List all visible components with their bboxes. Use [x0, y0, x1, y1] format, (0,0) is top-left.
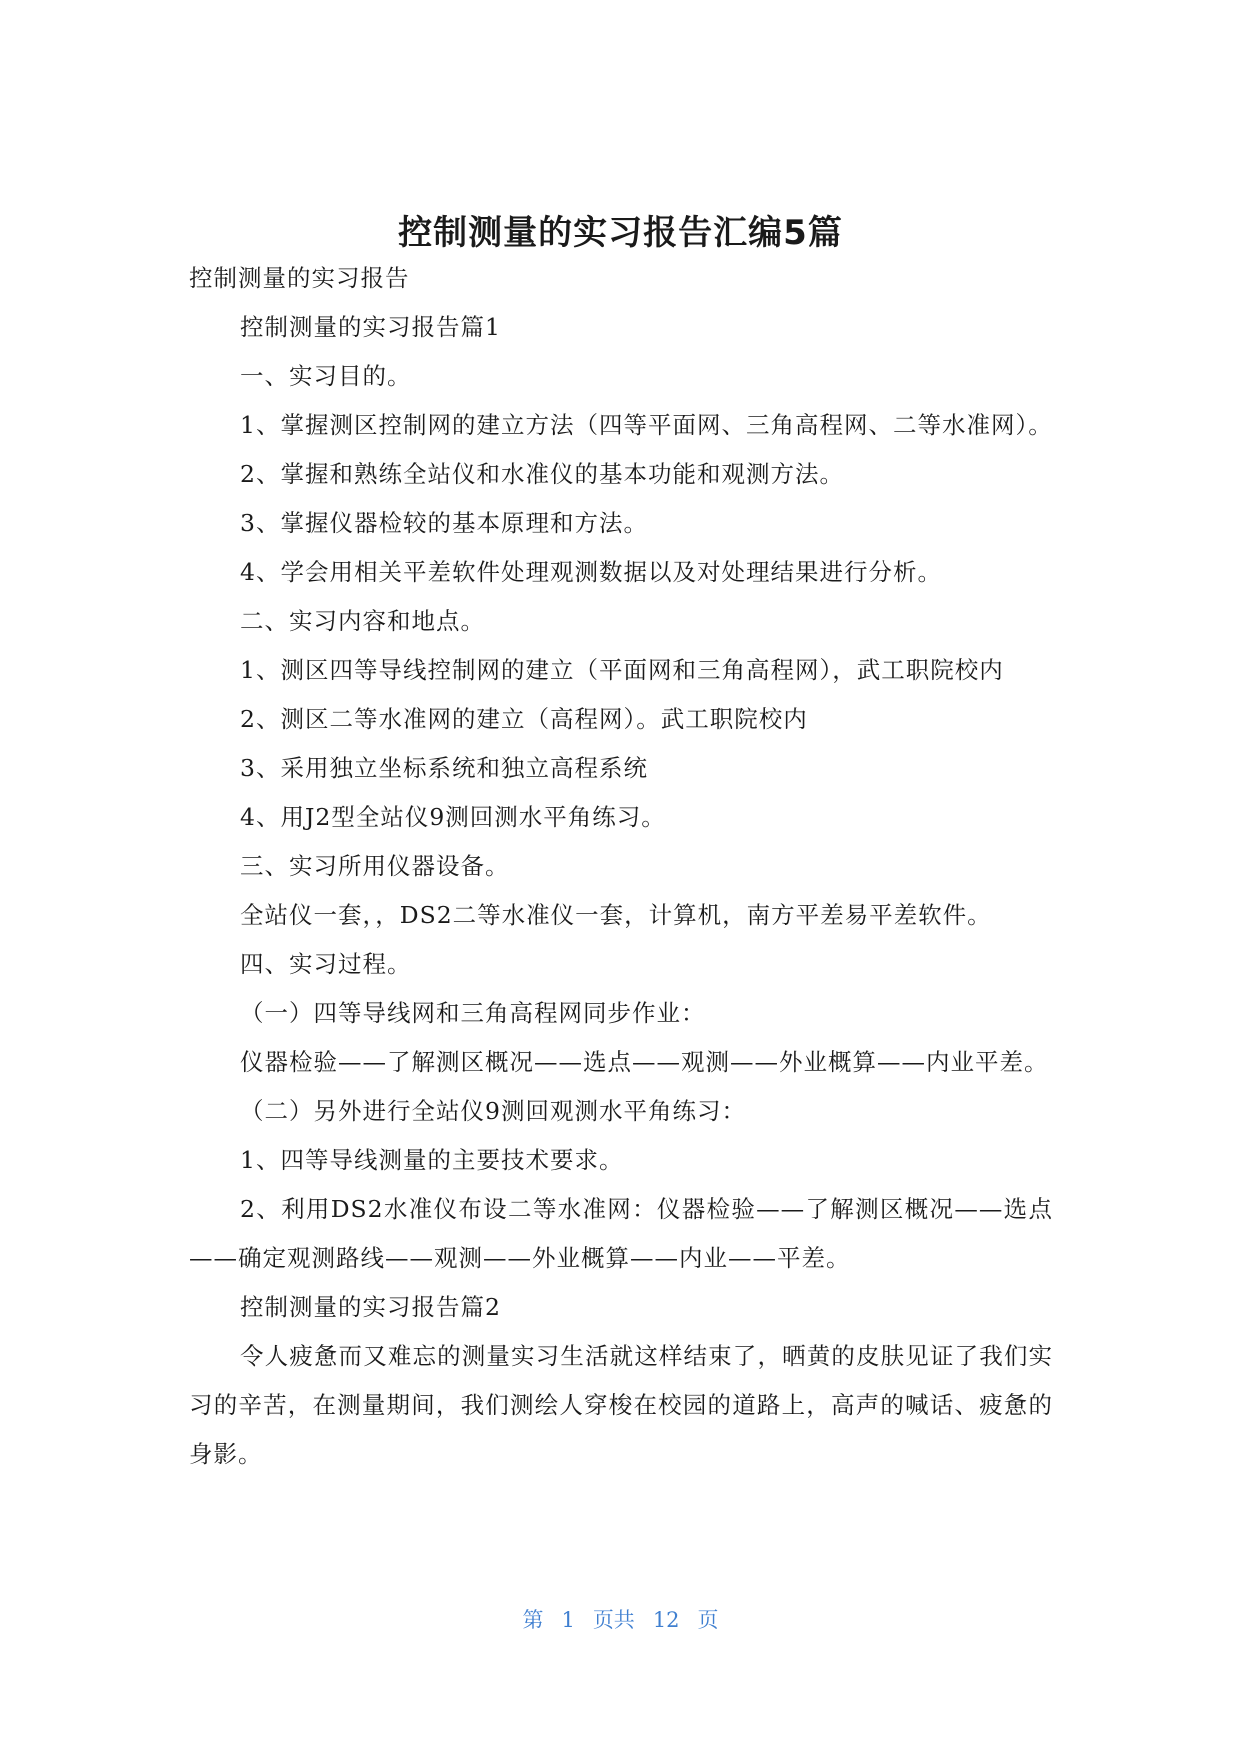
paragraph: （一）四等导线网和三角高程网同步作业： — [240, 999, 706, 1027]
paragraph: 控制测量的实习报告 — [189, 264, 410, 292]
document-title: 控制测量的实习报告汇编5篇 — [398, 212, 843, 253]
page-footer — [0, 1606, 1241, 1634]
paragraph: 1、四等导线测量的主要技术要求。 — [240, 1146, 624, 1174]
paragraph: 2、利用DS2水准仪布设二等水准网：仪器检验——了解测区概况——选点——确定观测路线——观测——外业概算——内业——平差。 — [189, 1195, 1053, 1272]
paragraph: 四、实习过程。 — [240, 950, 412, 978]
paragraph: 2、掌握和熟练全站仪和水准仪的基本功能和观测方法。 — [240, 460, 844, 488]
footer-middle: 页共 — [592, 1608, 635, 1632]
paragraph: 三、实习所用仪器设备。 — [240, 852, 510, 880]
paragraph: 1、掌握测区控制网的建立方法（四等平面网、三角高程网、二等水准网）。 — [240, 411, 1053, 439]
footer-prefix: 第 — [522, 1608, 544, 1632]
paragraph: 4、学会用相关平差软件处理观测数据以及对处理结果进行分析。 — [240, 558, 942, 586]
footer-page-number: 1 — [561, 1608, 575, 1632]
paragraph: 3、采用独立坐标系统和独立高程系统 — [240, 754, 648, 782]
paragraph: 2、测区二等水准网的建立（高程网）。武工职院校内 — [240, 705, 808, 733]
paragraph: （二）另外进行全站仪9测回观测水平角练习： — [240, 1097, 746, 1125]
footer-suffix: 页 — [697, 1608, 719, 1632]
paragraph: 4、用J2型全站仪9测回测水平角练习。 — [240, 803, 666, 831]
paragraph: 令人疲惫而又难忘的测量实习生活就这样结束了，晒黄的皮肤见证了我们实习的辛苦，在测量期间，我们测绘人穿梭在校园的道路上，高声的喊话、疲惫的身影。 — [189, 1342, 1053, 1468]
paragraph: 全站仪一套，，DS2二等水准仪一套，计算机，南方平差易平差软件。 — [240, 901, 992, 929]
paragraph: 3、掌握仪器检较的基本原理和方法。 — [240, 509, 648, 537]
paragraph: 仪器检验——了解测区概况——选点——观测——外业概算——内业平差。 — [240, 1048, 1049, 1076]
footer-total-pages: 12 — [652, 1608, 680, 1632]
paragraph: 1、测区四等导线控制网的建立（平面网和三角高程网），武工职院校内 — [240, 656, 1004, 684]
paragraph: 二、实习内容和地点。 — [240, 607, 485, 635]
paragraph: 一、实习目的。 — [240, 362, 412, 390]
paragraph: 控制测量的实习报告篇2 — [240, 1293, 501, 1321]
document-body — [189, 254, 1053, 1479]
paragraph: 控制测量的实习报告篇1 — [240, 313, 501, 341]
